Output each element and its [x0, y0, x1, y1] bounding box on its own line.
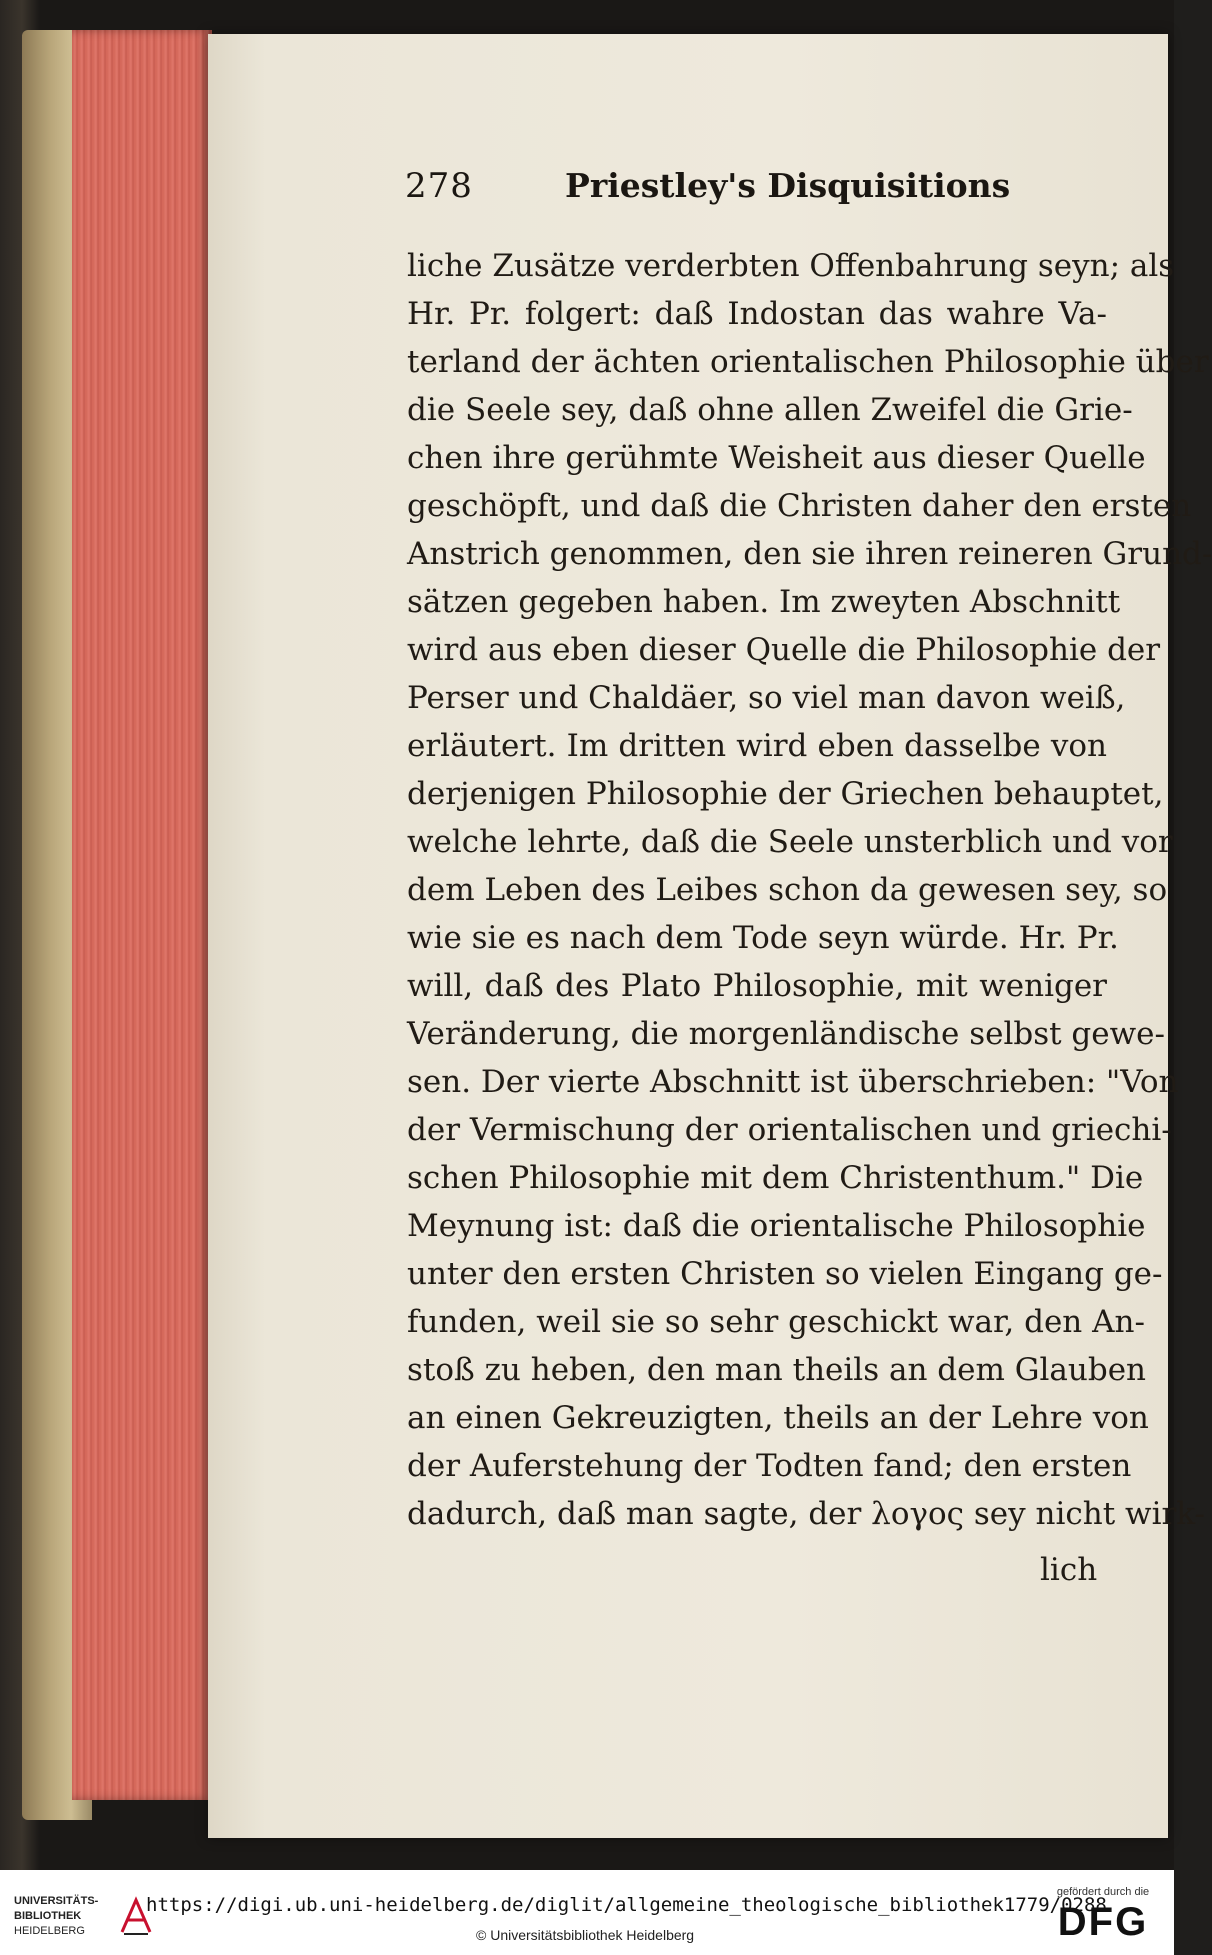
text-line: wie sie es nach dem Tode seyn würde. Hr. Pr. [407, 920, 1119, 956]
text-line: sen. Der vierte Abschnitt ist überschrieben: "Von [407, 1064, 1179, 1100]
library-name-line3: HEIDELBERG [14, 1925, 85, 1937]
library-name-line1: UNIVERSITÄTS- [14, 1895, 99, 1907]
text-line: Perser und Chaldäer, so viel man davon weiß, [407, 680, 1126, 716]
dfg-logo: DFG [1057, 1900, 1149, 1944]
library-name-line2: BIBLIOTHEK [14, 1910, 82, 1922]
page-number: 278 [405, 166, 473, 206]
running-head [405, 166, 1011, 218]
text-line: wird aus eben dieser Quelle die Philosophie der [407, 632, 1161, 668]
text-line: Veränderung, die morgenländische selbst gewe- [407, 1016, 1165, 1052]
library-logo [14, 1894, 124, 1940]
text-line: die Seele sey, daß ohne allen Zweifel die Grie- [407, 392, 1133, 428]
text-line: sätzen gegeben haben. Im zweyten Abschnitt [407, 584, 1121, 620]
text-line: chen ihre gerühmte Weisheit aus dieser Quelle [407, 440, 1146, 476]
footer-bar [0, 1870, 1174, 1955]
text-line: dadurch, daß man sagte, der λογος sey nicht wirk- [407, 1496, 1206, 1532]
text-line: will, daß des Plato Philosophie, mit weniger [407, 968, 1107, 1004]
text-line: derjenigen Philosophie der Griechen behauptet, [407, 776, 1164, 812]
funding-note: gefördert durch die [1056, 1886, 1150, 1898]
body-text [407, 242, 1212, 1538]
permalink-url[interactable]: https://digi.ub.uni-heidelberg.de/diglit/allgemeine_theologische_bibliothek1779/0288 [146, 1894, 1107, 1916]
copyright-notice: © Universitätsbibliothek Heidelberg [476, 1927, 695, 1943]
text-line: der Vermischung der orientalischen und griechi- [407, 1112, 1172, 1148]
text-line: dem Leben des Leibes schon da gewesen sey, so [407, 872, 1168, 908]
text-line: funden, weil sie so sehr geschickt war, den An- [407, 1304, 1145, 1340]
text-line: welche lehrte, daß die Seele unsterblich und vor [407, 824, 1173, 860]
text-line: erläutert. Im dritten wird eben dasselbe von [407, 728, 1107, 764]
text-line: geschöpft, und daß die Christen daher den ersten [407, 488, 1192, 524]
text-line: terland der ächten orientalischen Philosophie über [407, 344, 1209, 380]
page-header: Priestley's Disquisitions [565, 166, 1011, 205]
text-line: liche Zusätze verderbten Offenbahrung seyn; als [407, 248, 1175, 284]
text-line: Hr. Pr. folgert: daß Indostan das wahre Va- [407, 296, 1107, 332]
red-page-edges [72, 30, 212, 1800]
text-line: unter den ersten Christen so vielen Eingang ge- [407, 1256, 1163, 1292]
text-line: Anstrich genommen, den sie ihren reineren Grund- [407, 536, 1212, 572]
header-rule [405, 232, 1105, 234]
text-line: stoß zu heben, den man theils an dem Glauben [407, 1352, 1147, 1388]
text-line: Meynung ist: daß die orientalische Philosophie [407, 1208, 1146, 1244]
text-line: der Auferstehung der Todten fand; den ersten [407, 1448, 1132, 1484]
text-line: an einen Gekreuzigten, theils an der Lehre von [407, 1400, 1149, 1436]
catchword: lich [1040, 1552, 1098, 1588]
text-line: schen Philosophie mit dem Christenthum." Die [407, 1160, 1144, 1196]
